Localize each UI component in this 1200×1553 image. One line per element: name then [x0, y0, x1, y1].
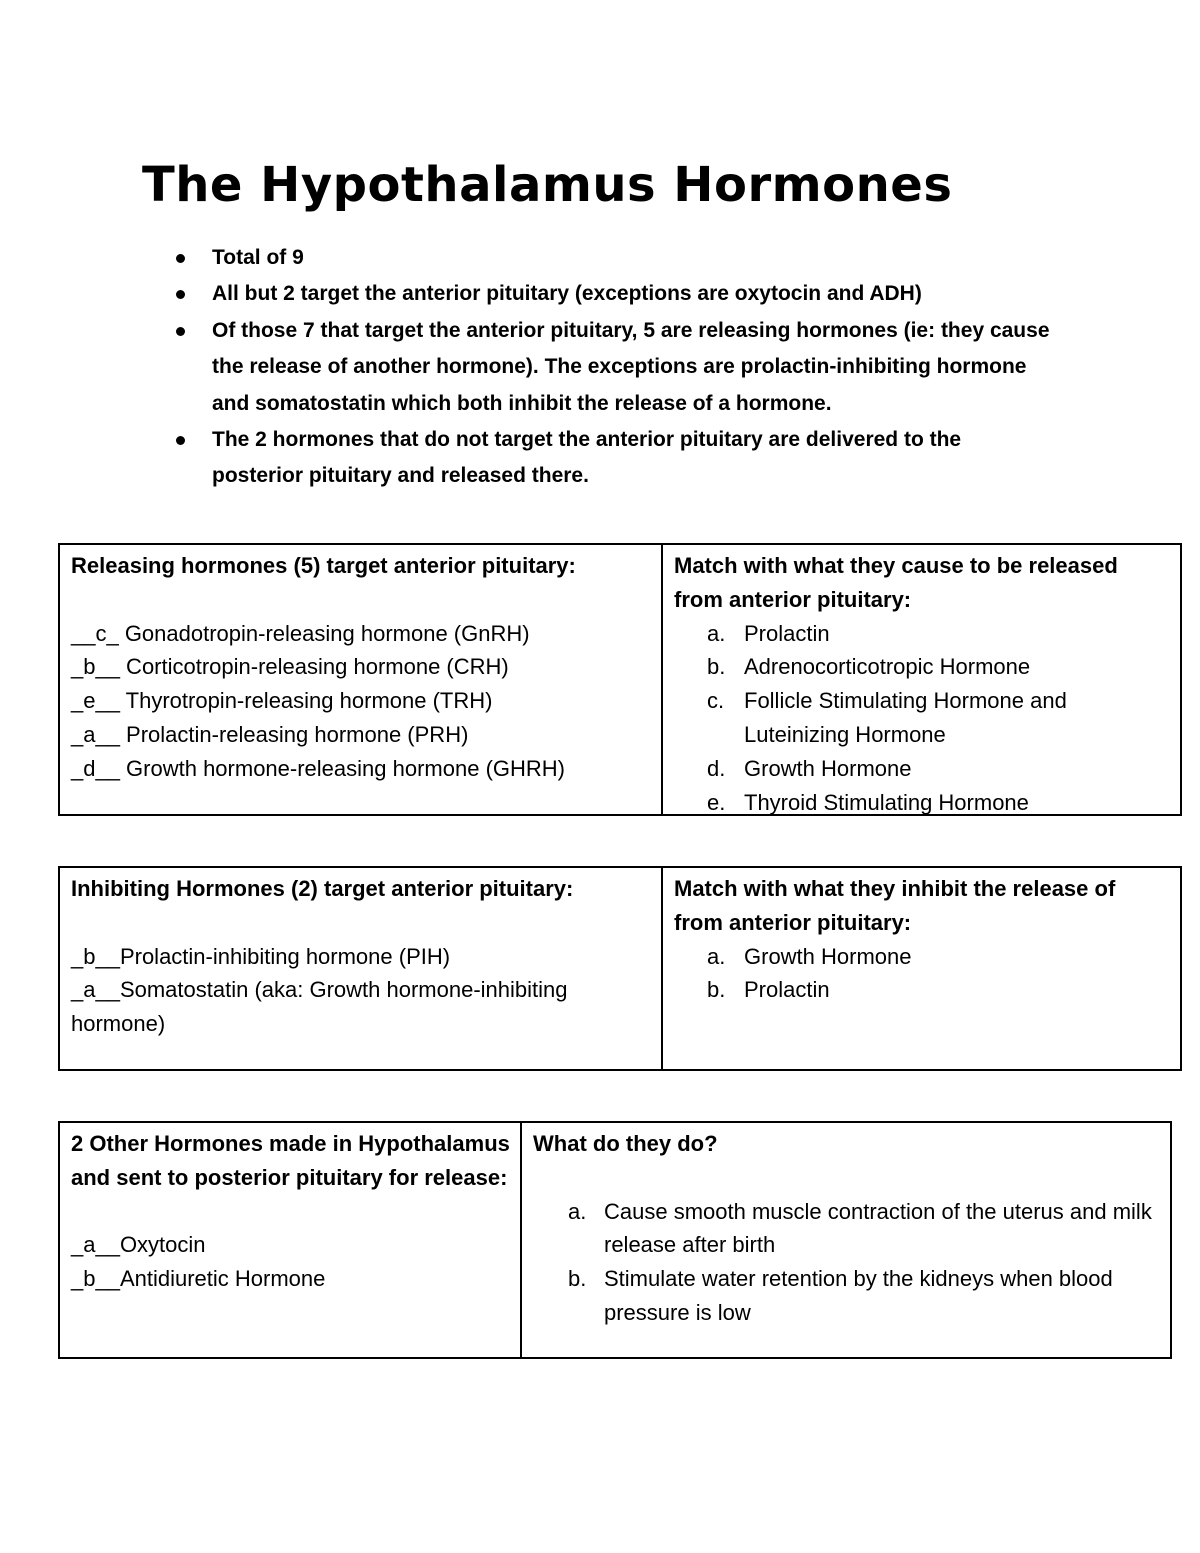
list-marker: b. — [707, 977, 726, 1003]
hormone-functions-list — [533, 1195, 1160, 1330]
page-title: The Hypothalamus Hormones — [142, 157, 953, 213]
hormone-function-item — [533, 1262, 1160, 1330]
hormone-function-item — [533, 1195, 1160, 1263]
list-item-text: Growth Hormone — [744, 755, 912, 781]
inhibiting-hormones-table — [58, 866, 1182, 1071]
list-marker: d. — [707, 755, 726, 781]
inhibiting-hormones-header: Inhibiting Hormones (2) target anterior pituitary: — [71, 876, 574, 901]
posterior-hormones-table — [58, 1121, 1172, 1359]
posterior-hormone-item: _a__Oxytocin — [71, 1232, 206, 1258]
released-hormone-item — [674, 650, 1170, 684]
released-hormone-item — [674, 752, 1170, 786]
releasing-hormone-item: _b__ Corticotropin-releasing hormone (CRH) — [71, 654, 509, 680]
list-marker: e. — [707, 789, 726, 815]
releasing-hormone-item: _a__ Prolactin-releasing hormone (PRH) — [71, 721, 469, 747]
list-item-text: Thyroid Stimulating Hormone — [744, 789, 1029, 815]
released-hormones-list — [674, 617, 1170, 820]
inhibiting-hormones-cell — [60, 868, 661, 1069]
list-marker: c. — [707, 688, 725, 714]
hormone-functions-cell — [520, 1123, 1170, 1357]
released-hormone-item — [674, 684, 1170, 752]
posterior-hormones-header: 2 Other Hormones made in Hypothalamus and sent to posterior pituitary for release: — [71, 1131, 510, 1190]
releasing-hormones-cell — [60, 545, 661, 814]
list-item-text: Growth Hormone — [744, 943, 912, 969]
released-hormone-item — [674, 617, 1170, 651]
summary-bullet-list — [172, 240, 1052, 495]
released-hormone-item — [674, 786, 1170, 820]
inhibited-hormone-item — [674, 973, 1170, 1007]
hormone-functions-header: What do they do? — [533, 1131, 718, 1156]
inhibited-hormones-header: Match with what they inhibit the release of from anterior pituitary: — [674, 876, 1116, 935]
releasing-hormones-header: Releasing hormones (5) target anterior pituitary: — [71, 553, 576, 578]
bullet-item: The 2 hormones that do not target the anterior pituitary are delivered to the posterior pituitary and released there. — [172, 422, 1052, 495]
inhibiting-hormone-item: _a__Somatostatin (aka: Growth hormone-inhibiting hormone) — [71, 977, 568, 1037]
inhibited-hormones-cell — [661, 868, 1180, 1069]
list-item-text: Cause smooth muscle contraction of the uterus and milk release after birth — [604, 1198, 1152, 1258]
bullet-item: Of those 7 that target the anterior pituitary, 5 are releasing hormones (ie: they cause the release of another hormone). The exceptions are prolactin-inhibiting hormone and somatostatin which both inhibit the release of a hormone. — [172, 313, 1052, 422]
list-item-text: Adrenocorticotropic Hormone — [744, 654, 1031, 680]
list-item-text: Follicle Stimulating Hormone and Luteinizing Hormone — [744, 688, 1067, 747]
releasing-hormones-table — [58, 543, 1182, 816]
list-marker: a. — [568, 1198, 587, 1224]
list-item-text: Stimulate water retention by the kidneys when blood pressure is low — [604, 1266, 1113, 1325]
list-item-text: Prolactin — [744, 977, 830, 1003]
bullet-item: Total of 9 — [172, 240, 1052, 276]
released-hormones-cell — [661, 545, 1180, 814]
bullet-item: All but 2 target the anterior pituitary (exceptions are oxytocin and ADH) — [172, 276, 1052, 312]
releasing-hormone-item: _d__ Growth hormone-releasing hormone (GHRH) — [71, 755, 565, 781]
posterior-hormones-cell — [60, 1123, 520, 1357]
inhibiting-hormone-item: _b__Prolactin-inhibiting hormone (PIH) — [71, 943, 451, 969]
posterior-hormone-item: _b__Antidiuretic Hormone — [71, 1266, 326, 1292]
inhibited-hormones-list — [674, 940, 1170, 1008]
list-marker: b. — [568, 1266, 587, 1292]
inhibited-hormone-item — [674, 940, 1170, 974]
releasing-hormone-item: _e__ Thyrotropin-releasing hormone (TRH) — [71, 688, 493, 714]
released-hormones-header: Match with what they cause to be released from anterior pituitary: — [674, 553, 1118, 612]
releasing-hormone-item: __c_ Gonadotropin-releasing hormone (GnRH) — [71, 620, 530, 646]
list-marker: a. — [707, 943, 726, 969]
list-marker: b. — [707, 654, 726, 680]
list-marker: a. — [707, 620, 726, 646]
list-item-text: Prolactin — [744, 620, 830, 646]
